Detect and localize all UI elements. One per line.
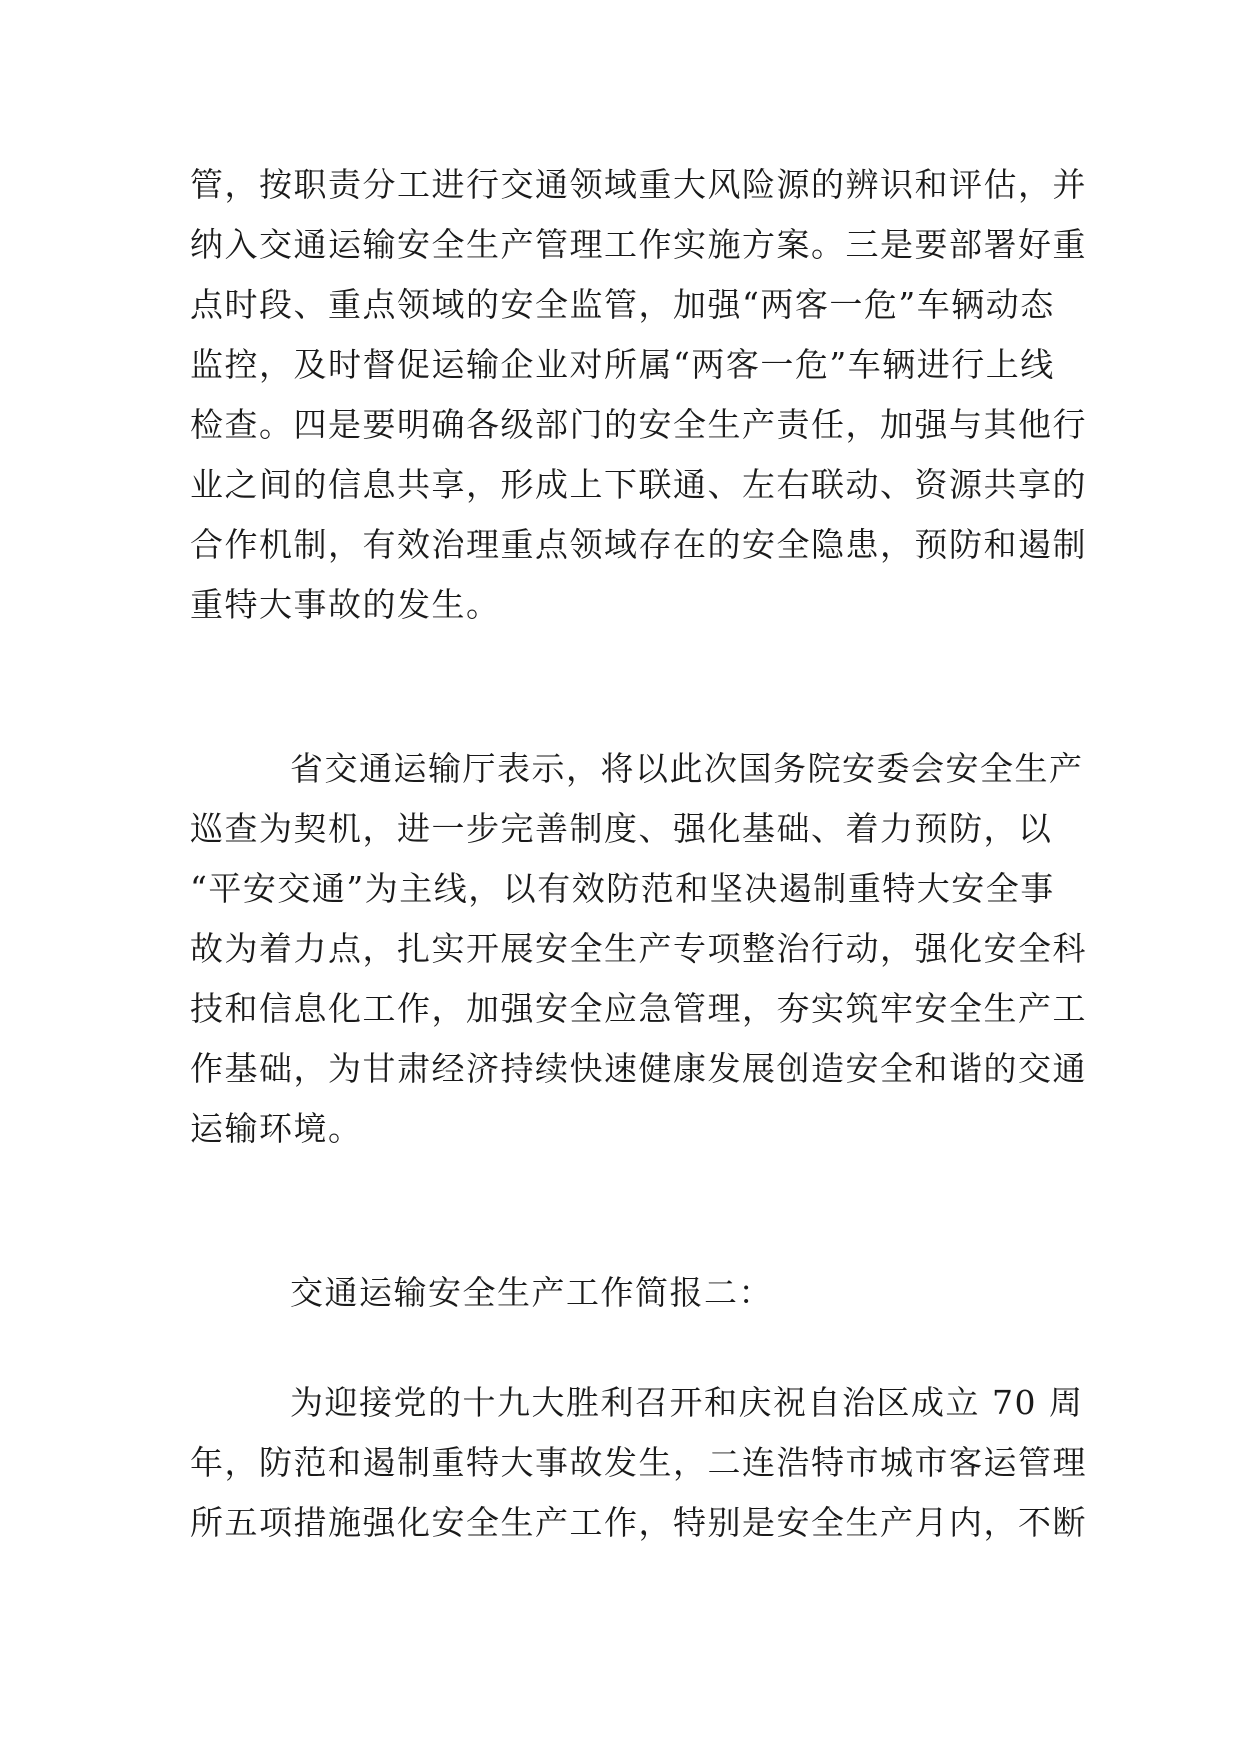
paragraph-line: 业之间的信息共享，形成上下联通、左右联动、资源共享的 — [190, 465, 1087, 504]
paragraph-line: 合作机制，有效治理重点领域存在的安全隐患，预防和遏制 — [190, 525, 1087, 564]
paragraph-1 — [190, 155, 1087, 635]
paragraph-line: 重特大事故的发生。 — [190, 585, 501, 624]
paragraph-2 — [190, 739, 1087, 1159]
paragraph-line: 纳入交通运输安全生产管理工作实施方案。三是要部署好重 — [190, 225, 1087, 264]
paragraph-line: 检查。四是要明确各级部门的安全生产责任，加强与其他行 — [190, 405, 1087, 444]
paragraph-line: 作基础，为甘肃经济持续快速健康发展创造安全和谐的交通 — [190, 1049, 1087, 1088]
paragraph-line: 技和信息化工作，加强安全应急管理，夯实筑牢安全生产工 — [190, 989, 1087, 1028]
heading-text: 交通运输安全生产工作简报二： — [290, 1273, 773, 1312]
paragraph-line: “平安交通”为主线，以有效防范和坚决遏制重特大安全事 — [190, 869, 1055, 908]
section-heading — [190, 1263, 1050, 1323]
paragraph-line: 为迎接党的十九大胜利召开和庆祝自治区成立 70 周 — [290, 1383, 1084, 1422]
paragraph-line: 运输环境。 — [190, 1109, 363, 1148]
paragraph-line: 监控，及时督促运输企业对所属“两客一危”车辆进行上线 — [190, 345, 1055, 384]
paragraph-line: 点时段、重点领域的安全监管，加强“两客一危”车辆动态 — [190, 285, 1055, 324]
paragraph-3 — [190, 1373, 1087, 1553]
paragraph-line: 故为着力点，扎实开展安全生产专项整治行动，强化安全科 — [190, 929, 1087, 968]
paragraph-line: 所五项措施强化安全生产工作，特别是安全生产月内，不断 — [190, 1503, 1087, 1542]
paragraph-line: 省交通运输厅表示，将以此次国务院安委会安全生产 — [290, 749, 1084, 788]
paragraph-line: 管，按职责分工进行交通领域重大风险源的辨识和评估，并 — [190, 165, 1087, 204]
paragraph-line: 巡查为契机，进一步完善制度、强化基础、着力预防，以 — [190, 809, 1053, 848]
paragraph-line: 年，防范和遏制重特大事故发生，二连浩特市城市客运管理 — [190, 1443, 1087, 1482]
